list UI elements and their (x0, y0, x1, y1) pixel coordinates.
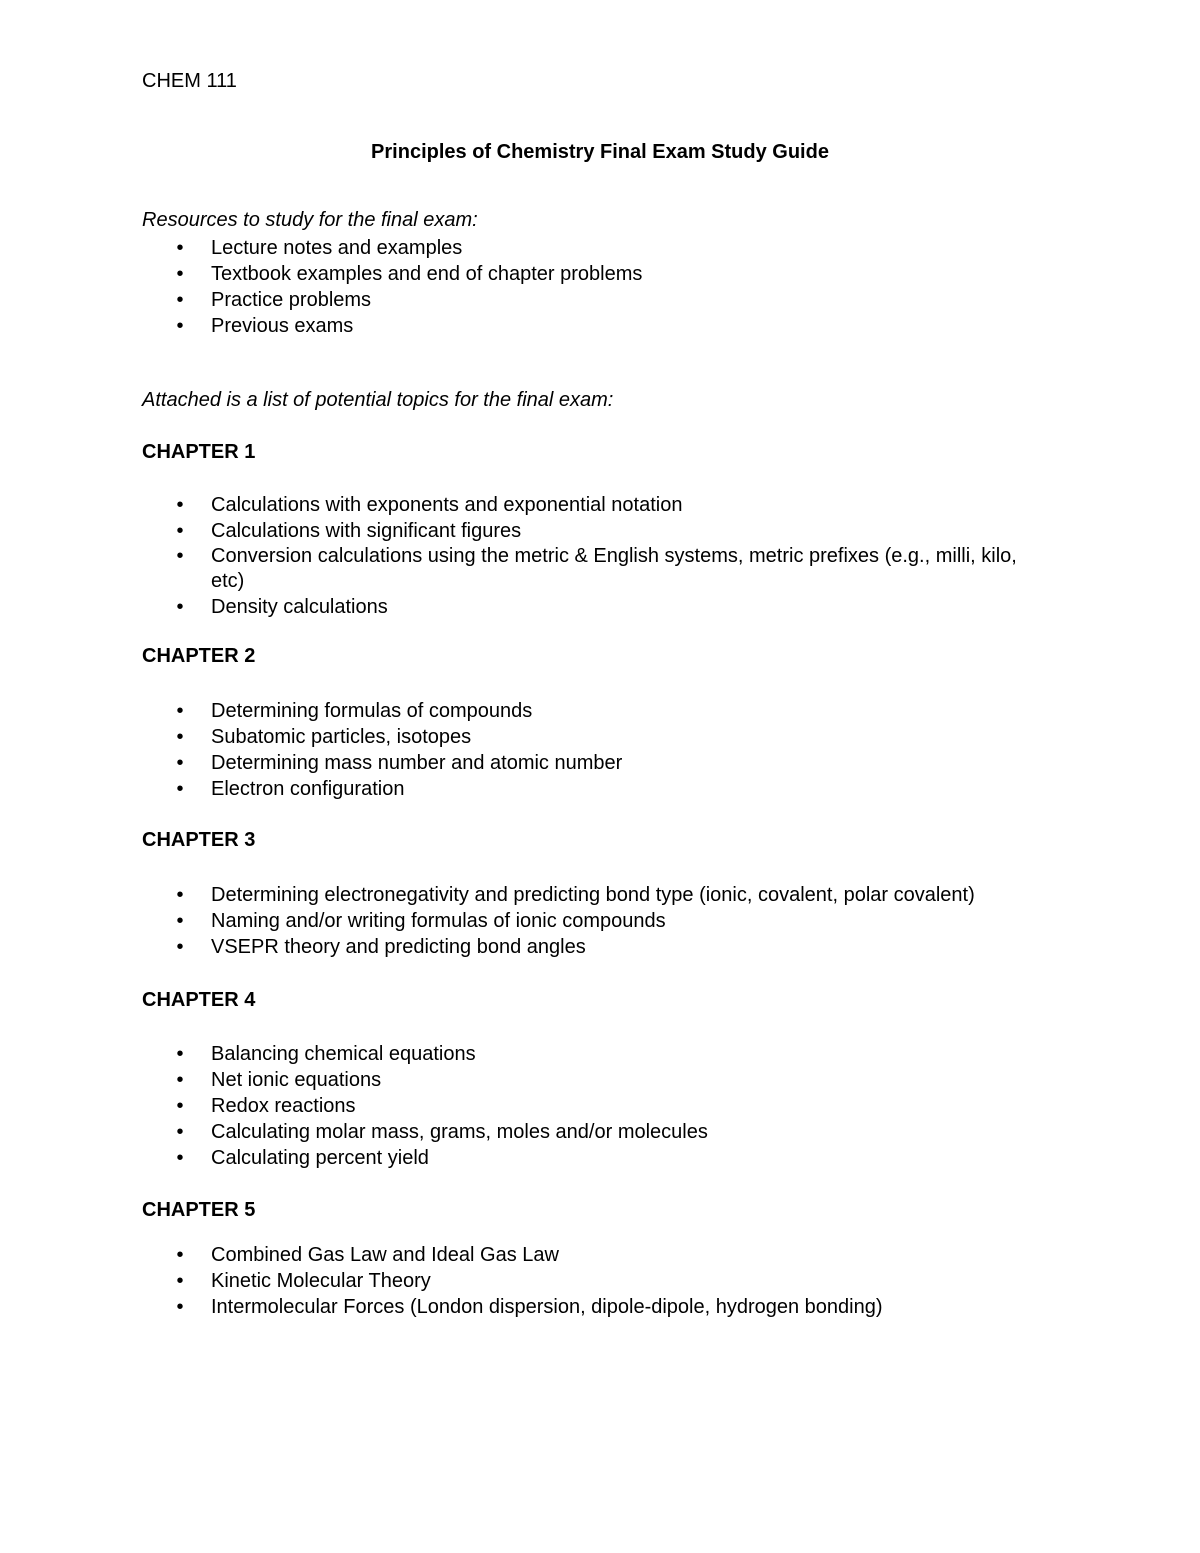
chapter-1-heading: CHAPTER 1 (142, 441, 256, 463)
bullet-icon: • (176, 1121, 184, 1143)
chapter-2-list (0, 698, 622, 802)
chapter-2-heading: CHAPTER 2 (142, 645, 256, 667)
list-item: • Textbook examples and end of chapter problems (0, 261, 642, 287)
list-item: • Subatomic particles, isotopes (0, 724, 622, 750)
list-item: • Naming and/or writing formulas of ionic compounds (0, 908, 975, 934)
chapter-5-list (0, 1242, 883, 1320)
bullet-icon: • (176, 1270, 184, 1292)
bullet-icon: • (176, 289, 184, 311)
bullet-icon: • (176, 936, 184, 958)
list-item: • VSEPR theory and predicting bond angles (0, 934, 975, 960)
bullet-icon: • (176, 237, 184, 259)
bullet-icon: • (176, 752, 184, 774)
bullet-icon: • (176, 1147, 184, 1169)
list-item: • Previous exams (0, 313, 642, 339)
chapter-4-heading: CHAPTER 4 (142, 989, 256, 1011)
list-item: • Kinetic Molecular Theory (0, 1268, 883, 1294)
course-code: CHEM 111 (142, 70, 237, 92)
list-item: • Electron configuration (0, 776, 622, 802)
chapter-3-heading: CHAPTER 3 (142, 829, 256, 851)
chapter-1-list (0, 492, 1051, 620)
bullet-icon: • (176, 596, 184, 618)
list-item: • Calculating percent yield (0, 1145, 708, 1171)
bullet-icon: • (176, 263, 184, 285)
bullet-icon: • (176, 1095, 184, 1117)
bullet-icon: • (176, 494, 184, 516)
bullet-icon: • (176, 1244, 184, 1266)
bullet-icon: • (176, 1296, 184, 1318)
list-item: • Balancing chemical equations (0, 1041, 708, 1067)
list-item: • Calculating molar mass, grams, moles and/or molecules (0, 1119, 708, 1145)
bullet-icon: • (176, 884, 184, 906)
list-item: • Practice problems (0, 287, 642, 313)
list-item: • Conversion calculations using the metric & English systems, metric prefixes (e.g., milli, kilo, etc) (0, 544, 1051, 594)
resources-list (0, 235, 642, 339)
list-item: • Lecture notes and examples (0, 235, 642, 261)
bullet-icon: • (176, 726, 184, 748)
list-item: • Net ionic equations (0, 1067, 708, 1093)
bullet-icon: • (176, 545, 184, 567)
bullet-icon: • (176, 1043, 184, 1065)
document-title: Principles of Chemistry Final Exam Study Guide (371, 141, 829, 163)
resources-heading: Resources to study for the final exam: (142, 209, 478, 231)
topics-intro: Attached is a list of potential topics for the final exam: (142, 389, 614, 411)
chapter-3-list (0, 882, 975, 960)
list-item: • Determining formulas of compounds (0, 698, 622, 724)
chapter-5-heading: CHAPTER 5 (142, 1199, 256, 1221)
list-item: • Determining electronegativity and predicting bond type (ionic, covalent, polar covalent) (0, 882, 975, 908)
list-item: • Redox reactions (0, 1093, 708, 1119)
list-item: • Calculations with significant figures (0, 518, 1051, 544)
bullet-icon: • (176, 520, 184, 542)
list-item: • Calculations with exponents and exponential notation (0, 492, 1051, 518)
list-item: • Determining mass number and atomic number (0, 750, 622, 776)
bullet-icon: • (176, 315, 184, 337)
bullet-icon: • (176, 700, 184, 722)
list-item: • Density calculations (0, 594, 1051, 620)
list-item: • Intermolecular Forces (London dispersion, dipole-dipole, hydrogen bonding) (0, 1294, 883, 1320)
bullet-icon: • (176, 910, 184, 932)
chapter-4-list (0, 1041, 708, 1171)
list-item: • Combined Gas Law and Ideal Gas Law (0, 1242, 883, 1268)
bullet-icon: • (176, 778, 184, 800)
bullet-icon: • (176, 1069, 184, 1091)
